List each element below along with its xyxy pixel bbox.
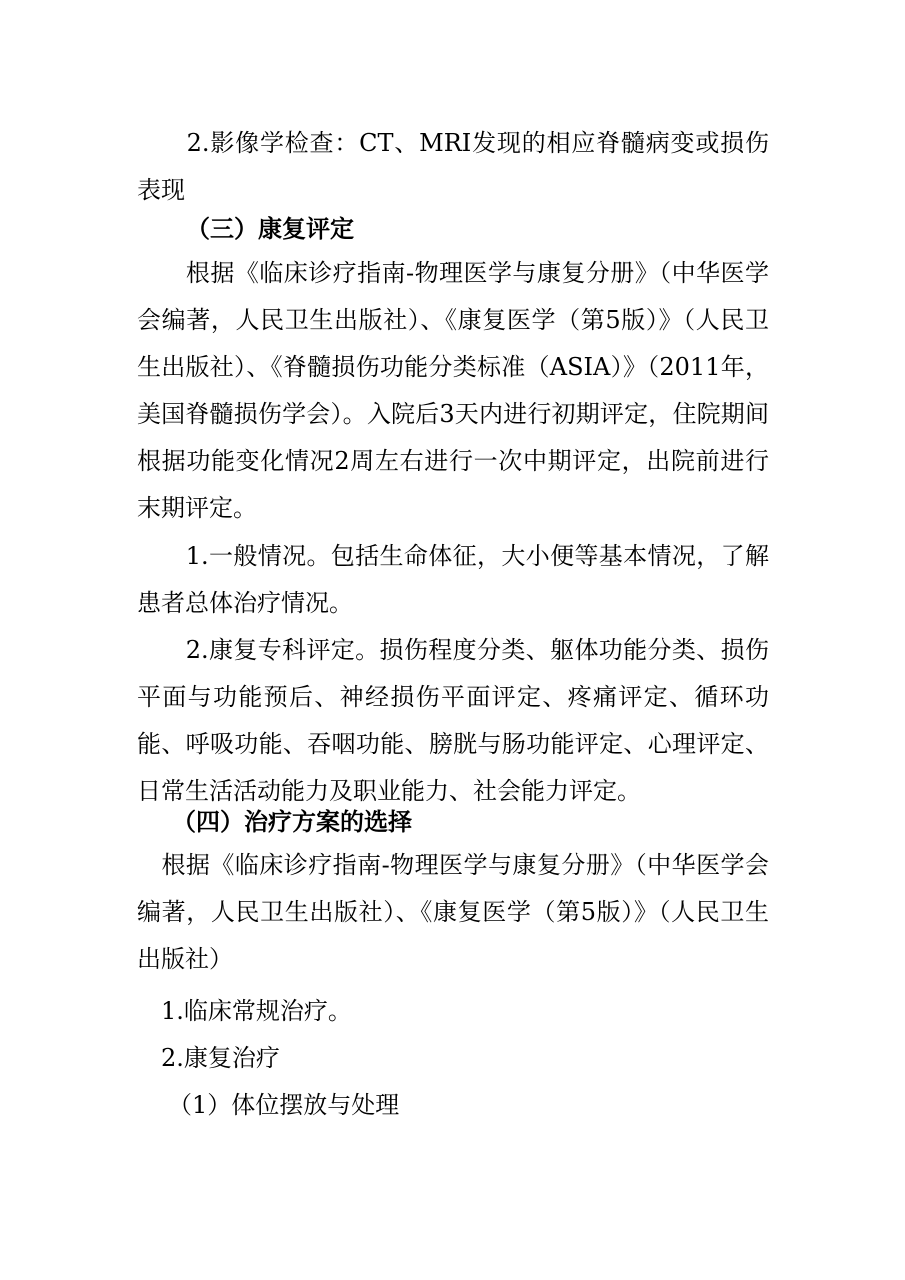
section-heading-rehab-assessment: （三）康复评定 xyxy=(186,215,354,243)
paragraph-imaging-exam: 2.影像学检查：CT、MRI发现的相应脊髓病变或损伤表现 xyxy=(137,129,769,204)
paragraph-positioning: （1）体位摆放与处理 xyxy=(168,1091,400,1119)
paragraph-treatment-basis: 根据《临床诊疗指南-物理医学与康复分册》（中华医学会编著，人民卫生出版社）、《康复医学（第5版）》（人民卫生出版社） xyxy=(137,851,769,973)
paragraph-assessment-basis: 根据《临床诊疗指南-物理医学与康复分册》（中华医学会编著，人民卫生出版社）、《康复医学（第5版）》（人民卫生出版社）、《脊髓损伤功能分类标准（ASIA）》（2011年，美国脊髓损伤学会）。入院后3天内进行初期评定，住院期间根据功能变化情况2周左右进行一次中期评定，出院前进行末期评定。 xyxy=(137,259,769,522)
paragraph-specialty-assessment: 2.康复专科评定。损伤程度分类、躯体功能分类、损伤平面与功能预后、神经损伤平面评定、疼痛评定、循环功能、呼吸功能、吞咽功能、膀胱与肠功能评定、心理评定、日常生活活动能力及职业能力、社会能力评定。 xyxy=(137,636,769,805)
paragraph-rehab-treatment: 2.康复治疗 xyxy=(137,1044,280,1072)
section-heading-treatment-plan: （四）治疗方案的选择 xyxy=(172,808,412,836)
paragraph-clinical-routine: 1.临床常规治疗。 xyxy=(137,997,352,1025)
paragraph-general-condition: 1.一般情况。包括生命体征，大小便等基本情况，了解患者总体治疗情况。 xyxy=(137,542,769,617)
